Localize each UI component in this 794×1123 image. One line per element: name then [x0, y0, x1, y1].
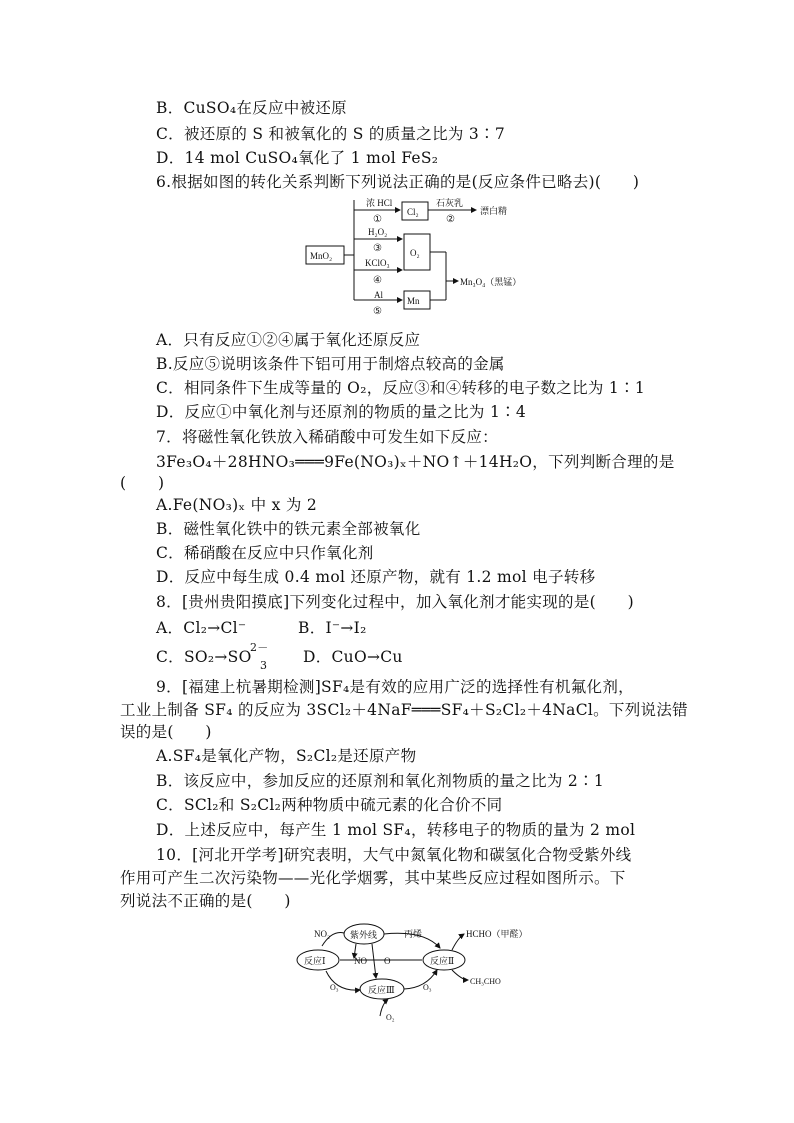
q9-stem-line2: 工业上制备 SF₄ 的反应为 3SCl₂＋4NaF═══SF₄＋S₂Cl₂＋4NaCl。下列说法错 [120, 701, 688, 719]
q7-equation: 3Fe₃O₄＋28HNO₃═══9Fe(NO₃)ₓ＋NO↑＋14H₂O，下列判断合理的是 [156, 453, 675, 471]
q8-option-c: C．SO₂→SO [156, 648, 252, 666]
q9-option-c: C．SCl₂和 S₂Cl₂两种物质中硫元素的化合价不同 [156, 796, 503, 814]
q6-diagram [300, 194, 620, 320]
q7-stem: 7．将磁性氧化铁放入稀硝酸中可发生如下反应： [156, 428, 498, 446]
q9-stem-line1: 9．[福建上杭暑期检测]SF₄是有效的应用广泛的选择性有机氟化剂， [156, 678, 634, 696]
ch3cho-label: CH₃CHO [470, 977, 501, 986]
q8-option-c-charge: 2－ [250, 641, 269, 654]
reaction-2-label: 反应Ⅱ [430, 956, 455, 966]
reaction-3-label: ③ [373, 243, 382, 254]
h2o2-label: H₂O₂ [368, 227, 388, 237]
cl2-label: Cl₂ [407, 207, 419, 217]
q8-option-a: A．Cl₂→Cl⁻ [156, 619, 247, 637]
q6-stem: 6.根据如图的转化关系判断下列说法正确的是(反应条件已略去)( ) [156, 173, 640, 191]
lime-label: 石灰乳 [436, 198, 464, 208]
q6-option-a: A．只有反应①②④属于氧化还原反应 [156, 331, 421, 349]
mno2-label: MnO₂ [310, 251, 333, 261]
reaction-2-label: ② [446, 214, 455, 225]
q9-stem-line3: 误的是( ) [120, 723, 212, 741]
hcho-label: HCHO（甲醛） [466, 929, 528, 939]
hcl-label: 浓 HCl [366, 198, 393, 208]
mn-label: Mn [407, 296, 420, 306]
o-label: O [384, 956, 391, 966]
no2-label: NO₂ [314, 929, 331, 939]
bleach-label: 漂白精 [480, 206, 508, 216]
q10-diagram [292, 918, 542, 1022]
q8-stem: 8．[贵州贵阳摸底]下列变化过程中，加入氧化剂才能实现的是( ) [156, 593, 634, 611]
no-label: NO [354, 956, 367, 966]
q5-option-b: B．CuSO₄在反应中被还原 [156, 99, 347, 117]
o3-right-label: O₃ [423, 983, 432, 992]
mn3o4-label: Mn₃O₄（黑锰） [460, 277, 522, 287]
propene-label: 丙烯 [404, 929, 423, 939]
q10-stem-line1: 10．[河北开学考]研究表明，大气中氮氧化物和碳氢化合物受紫外线 [156, 846, 632, 864]
reaction-5-label: ⑤ [373, 306, 382, 317]
q8-option-b: B．I⁻→I₂ [298, 619, 367, 637]
reaction-1-label: 反应Ⅰ [304, 956, 326, 966]
al-label: Al [374, 290, 383, 300]
q7-option-d: D．反应中每生成 0.4 mol 还原产物，就有 1.2 mol 电子转移 [156, 568, 596, 586]
o2-label: O₂ [386, 1013, 395, 1022]
q10-stem-line3: 列说法不正确的是( ) [120, 892, 291, 910]
q7-answer-paren: ( ) [120, 474, 165, 492]
reaction-1-label: ① [373, 214, 382, 225]
q10-stem-line2: 作用可产生二次污染物——光化学烟雾，其中某些反应过程如图所示。下 [120, 869, 626, 887]
q8-option-c-subscript: 3 [260, 659, 268, 672]
q7-option-b: B．磁性氧化铁中的铁元素全部被氧化 [156, 520, 421, 538]
q6-option-b: B.反应⑤说明该条件下铝可用于制熔点较高的金属 [156, 355, 505, 373]
q7-option-c: C．稀硝酸在反应中只作氧化剂 [156, 544, 374, 562]
q9-option-b: B．该反应中，参加反应的还原剂和氧化剂物质的量之比为 2∶1 [156, 772, 605, 790]
q6-option-d: D．反应①中氧化剂与还原剂的物质的量之比为 1∶4 [156, 403, 527, 421]
o3-left-label: O₃ [330, 983, 339, 992]
q8-option-d: D．CuO→Cu [303, 648, 403, 666]
reaction-4-label: ④ [373, 275, 382, 286]
uv-label: 紫外线 [350, 930, 378, 940]
q9-option-a: A.SF₄是氧化产物，S₂Cl₂是还原产物 [156, 747, 417, 765]
reaction-3-label: 反应Ⅲ [368, 985, 395, 995]
kclo3-label: KClO₃ [365, 258, 390, 268]
q5-option-c: C．被还原的 S 和被氧化的 S 的质量之比为 3∶7 [156, 125, 506, 143]
q6-option-c: C．相同条件下生成等量的 O₂，反应③和④转移的电子数之比为 1∶1 [156, 379, 646, 397]
q7-option-a: A.Fe(NO₃)ₓ 中 x 为 2 [156, 496, 318, 514]
q5-option-d: D．14 mol CuSO₄氧化了 1 mol FeS₂ [156, 149, 439, 167]
q9-option-d: D．上述反应中，每产生 1 mol SF₄，转移电子的物质的量为 2 mol [156, 821, 636, 839]
o2-label: O₂ [410, 248, 420, 258]
